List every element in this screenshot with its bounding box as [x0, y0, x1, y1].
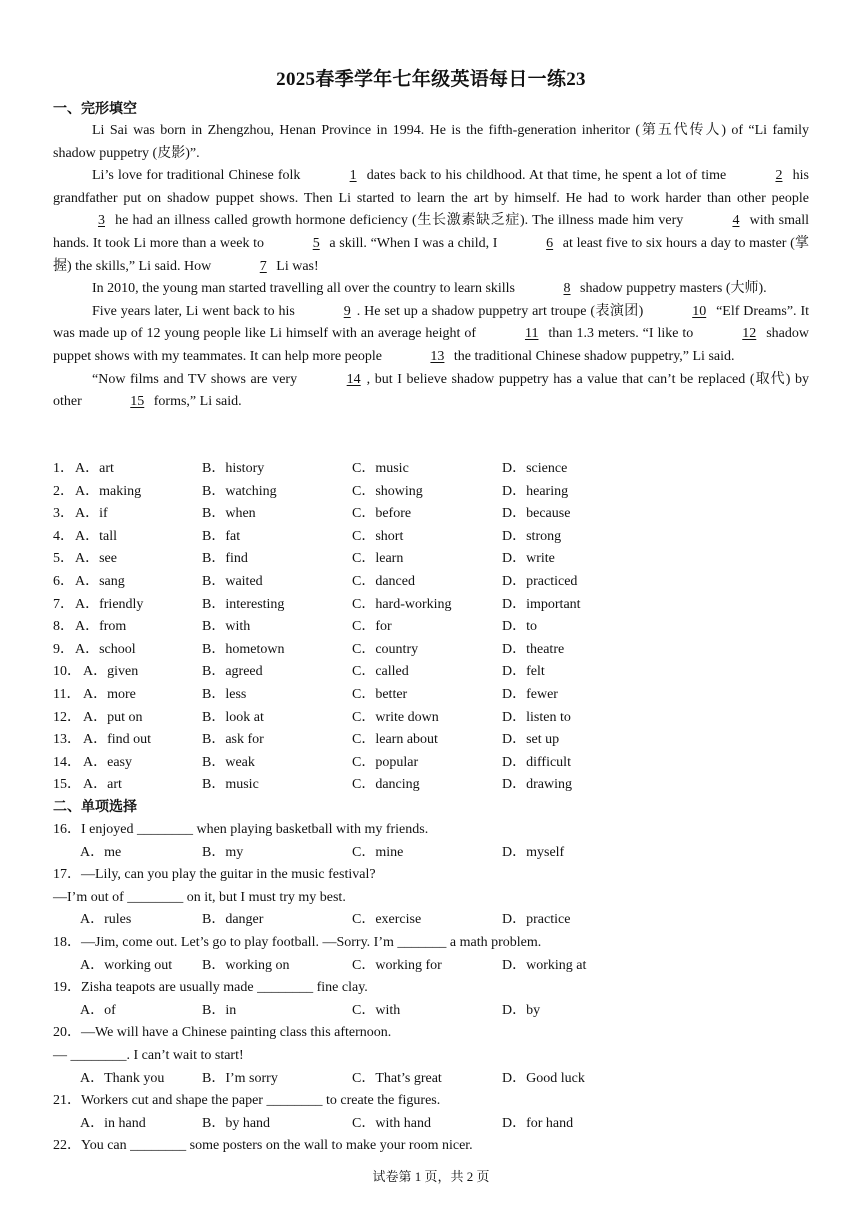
option-d[interactable]: D．hearing [502, 483, 569, 499]
blank-4: 4 [732, 213, 740, 229]
answer-row-16 [53, 842, 809, 865]
option-c[interactable]: C．learn [352, 551, 404, 567]
option-b[interactable]: B．danger [202, 912, 264, 928]
option-d[interactable]: D．difficult [502, 754, 571, 770]
option-d[interactable]: D．myself [502, 844, 565, 860]
answer-row-21 [53, 1113, 809, 1136]
section-heading-single-choice: 二、单项选择 [53, 800, 137, 815]
passage-paragraph-3: In 2010, the young man started travelling all over the country to learn skills 8 shadow puppetry masters (大师). [53, 278, 809, 301]
option-b[interactable]: B．with [202, 619, 251, 635]
option-d[interactable]: D．fewer [502, 686, 558, 702]
blank-10: 10 [692, 303, 707, 319]
question-17-reply: —I’m out of ________ on it, but I must try my best. [53, 889, 346, 905]
option-a[interactable]: A．more [83, 686, 136, 702]
option-d[interactable]: D．drawing [502, 777, 572, 793]
option-a[interactable]: A．if [75, 506, 108, 522]
option-d[interactable]: D．by [502, 1002, 541, 1018]
blank-8: 8 [563, 281, 571, 297]
option-b[interactable]: B．in [202, 1002, 237, 1018]
option-b[interactable]: B．when [202, 506, 256, 522]
answer-row-20 [53, 1068, 809, 1091]
option-b[interactable]: B．music [202, 777, 259, 793]
option-row: 13． A．find out B．ask for C．learn about D．set up [53, 729, 809, 752]
question-16: 16．I enjoyed ________ when playing basketball with my friends. [53, 822, 429, 837]
option-c[interactable]: C．mine [352, 844, 404, 860]
blank-14: 14 [346, 371, 361, 387]
question-18: 18．—Jim, come out. Let’s go to play football. —Sorry. I’m _______ a math problem. [53, 934, 542, 950]
option-b[interactable]: B．waited [202, 573, 263, 589]
cloze-passage [53, 120, 809, 414]
option-c[interactable]: C．country [352, 641, 419, 657]
option-a[interactable]: A．art [75, 461, 114, 476]
option-c[interactable]: C．with [352, 1002, 401, 1018]
option-d[interactable]: D．write [502, 551, 555, 567]
option-row: 3． A．if B．when C．before D．because [53, 503, 809, 526]
option-d[interactable]: D．set up [502, 732, 560, 748]
option-c[interactable]: C．write down [352, 709, 439, 725]
option-row: 8． A．from B．with C．for D．to [53, 616, 809, 639]
option-c[interactable]: C．with hand [352, 1115, 431, 1131]
option-row: 7． A．friendly B．interesting C．hard-working D．important [53, 594, 809, 617]
option-a[interactable]: A．find out [83, 732, 152, 748]
option-row: 9． A．school B．hometown C．country D．theatre [53, 639, 809, 662]
blank-9: 9 [343, 303, 351, 319]
option-a[interactable]: A．put on [83, 709, 143, 725]
answer-row-19 [53, 1000, 809, 1023]
blank-15: 15 [130, 394, 145, 410]
option-c[interactable]: C．popular [352, 754, 419, 770]
option-row: 6． A．sang B．waited C．danced D．practiced [53, 571, 809, 594]
passage-paragraph-2: Li’s love for traditional Chinese folk 1 dates back to his childhood. At that time, he spent a lot of time 2 his grandfather put on shadow puppet shows. Then Li started to learn the art by himself. He had to work harder than other people 3 he had an illness called growth hormone deficiency (生长激素缺乏症). The illness made him very 4 with small hands. It took Li more than a week to 5 a skill. “When I was a child, I 6 at least five to six hours a day to master (掌握) the skills,” Li said. How 7 Li was! [53, 165, 809, 278]
option-row: 14． A．easy B．weak C．popular D．difficult [53, 752, 809, 775]
option-d[interactable]: D．to [502, 619, 537, 635]
option-c[interactable]: C．called [352, 664, 409, 680]
option-d[interactable]: D．practiced [502, 573, 578, 589]
question-20: 20．—We will have a Chinese painting class this afternoon. [53, 1025, 392, 1041]
option-b[interactable]: B．look at [202, 709, 264, 725]
option-b[interactable]: B．fat [202, 528, 241, 544]
option-b[interactable]: B．find [202, 551, 248, 567]
page-title: 2025春季学年七年级英语每日一练23 [276, 69, 586, 90]
blank-12: 12 [742, 326, 757, 342]
option-b[interactable]: B．agreed [202, 664, 263, 680]
option-b[interactable]: B．watching [202, 483, 277, 499]
question-19: 19．Zisha teapots are usually made ________ fine clay. [53, 980, 368, 996]
option-a[interactable]: A．making [75, 483, 142, 499]
passage-paragraph-5: “Now films and TV shows are very 14 , but I believe shadow puppetry has a value that can’t be replaced (取代) by other 15 forms,” Li said. [53, 369, 809, 414]
option-a[interactable]: A．easy [83, 754, 132, 770]
option-a[interactable]: A．in hand [80, 1115, 146, 1131]
option-a[interactable]: A．given [83, 664, 139, 680]
option-row: 5． A．see B．find C．learn D．write [53, 548, 809, 571]
blank-5: 5 [312, 235, 320, 251]
answer-row-18 [53, 955, 809, 978]
option-c[interactable]: C．dancing [352, 777, 420, 793]
blank-1: 1 [349, 168, 357, 184]
option-b[interactable]: B．weak [202, 754, 255, 770]
option-d[interactable]: D．important [502, 596, 581, 612]
option-d[interactable]: D．because [502, 506, 571, 522]
option-d[interactable]: D．theatre [502, 641, 565, 657]
option-d[interactable]: D．science [502, 461, 568, 476]
passage-paragraph-1: Li Sai was born in Zhengzhou, Henan Province in 1994. He is the fifth-generation inheritor (第五代传人) of “Li family shadow puppetry (皮影)”. [53, 123, 809, 161]
option-b[interactable]: B．less [202, 686, 247, 702]
page-footer: 试卷第 1 页，共 2 页 [372, 1169, 490, 1184]
option-a[interactable]: A．rules [80, 912, 132, 928]
option-b[interactable]: B．by hand [202, 1115, 271, 1131]
option-a[interactable]: A．me [80, 844, 122, 860]
option-c[interactable]: C．for [352, 619, 392, 635]
blank-7: 7 [259, 258, 267, 274]
blank-2: 2 [775, 168, 783, 184]
option-row: 15． A．art B．music C．dancing D．drawing [53, 774, 809, 797]
option-a[interactable]: A．Thank you [80, 1070, 165, 1086]
blank-3: 3 [98, 213, 105, 229]
option-c[interactable]: C．showing [352, 483, 423, 499]
option-d[interactable]: D．felt [502, 664, 545, 680]
option-b[interactable]: B．hometown [202, 641, 285, 657]
option-b[interactable]: B．ask for [202, 732, 264, 748]
answer-row-17 [53, 909, 809, 932]
option-b[interactable]: B．working on [202, 957, 290, 973]
blank-11: 11 [524, 326, 539, 342]
option-row: 12． A．put on B．look at C．write down D．listen to [53, 707, 809, 730]
question-22: 22．You can ________ some posters on the wall to make your room nicer. [53, 1138, 473, 1154]
option-a[interactable]: A．see [75, 551, 117, 567]
option-c[interactable]: C．learn about [352, 732, 438, 748]
option-b[interactable]: B．history [202, 461, 265, 476]
option-row: 10． A．given B．agreed C．called D．felt [53, 661, 809, 684]
passage-paragraph-4: Five years later, Li went back to his 9 . He set up a shadow puppetry art troupe (表演团) 10 “Elf Dreams”. It was made up of 12 young people like Li himself with an average height of 11 than 1.3 meters. “I like to 12 shadow puppet shows with my teammates. It can help more people 13 the traditional Chinese shadow puppetry,” Li said. [53, 301, 809, 369]
option-a[interactable]: A．friendly [75, 596, 144, 612]
option-d[interactable]: D．listen to [502, 709, 571, 725]
option-c[interactable]: C．short [352, 528, 404, 544]
option-row: 4． A．tall B．fat C．short D．strong [53, 526, 809, 549]
option-d[interactable]: D．practice [502, 912, 571, 928]
option-d[interactable]: D．working at [502, 957, 587, 973]
option-c[interactable]: C．exercise [352, 912, 422, 928]
option-a[interactable]: A．of [80, 1002, 116, 1018]
option-b[interactable]: B．my [202, 844, 244, 860]
blank-6: 6 [546, 235, 554, 251]
option-row: 11． A．more B．less C．better D．fewer [53, 684, 809, 707]
section-heading-cloze: 一、完形填空 [53, 102, 137, 117]
option-a[interactable]: A．from [75, 619, 127, 635]
option-d[interactable]: D．for hand [502, 1115, 574, 1131]
option-c[interactable]: C．That’s great [352, 1070, 442, 1086]
option-row: 2． A．making B．watching C．showing D．hearing [53, 481, 809, 504]
option-d[interactable]: D．Good luck [502, 1070, 585, 1086]
blank-13: 13 [430, 348, 445, 364]
option-c[interactable]: C．danced [352, 573, 415, 589]
option-a[interactable]: A．tall [75, 528, 117, 544]
option-c[interactable]: C．better [352, 686, 408, 702]
cloze-options-list [53, 458, 809, 797]
option-row: 1． A．art B．history C．music D．science [53, 458, 809, 481]
option-a[interactable]: A．sang [75, 573, 125, 589]
option-a[interactable]: A．art [83, 777, 122, 793]
option-c[interactable]: C．hard-working [352, 596, 452, 612]
option-b[interactable]: B．interesting [202, 596, 285, 612]
option-c[interactable]: C．working for [352, 957, 442, 973]
option-b[interactable]: B．I’m sorry [202, 1070, 278, 1086]
option-c[interactable]: C．music [352, 461, 409, 476]
option-a[interactable]: A．working out [80, 957, 173, 973]
single-choice-list [53, 819, 809, 1158]
option-a[interactable]: A．school [75, 641, 136, 657]
question-17: 17．—Lily, can you play the guitar in the music festival? [53, 867, 376, 883]
question-21: 21．Workers cut and shape the paper ________ to create the figures. [53, 1093, 441, 1109]
option-c[interactable]: C．before [352, 506, 412, 522]
option-d[interactable]: D．strong [502, 528, 562, 544]
question-20-reply: — ________. I can’t wait to start! [53, 1047, 244, 1063]
